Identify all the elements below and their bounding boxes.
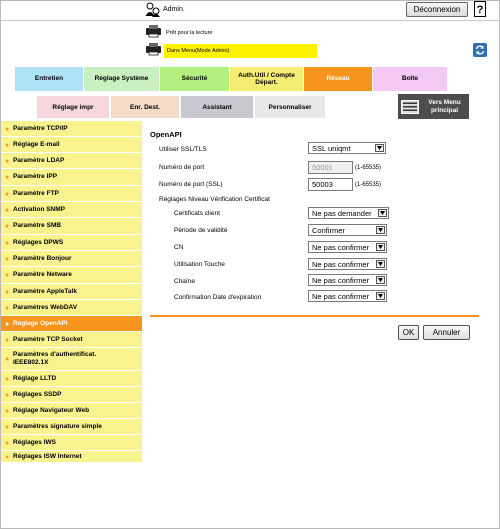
ok-button[interactable]: OK	[398, 325, 419, 340]
printer-status-text: Prêt pour la lecture	[166, 30, 213, 36]
sidebar-item-label: Réglages SSDP	[13, 390, 62, 398]
arrow-right-icon	[6, 409, 9, 413]
arrow-right-icon	[6, 306, 9, 310]
chevron-down-icon	[378, 209, 387, 217]
tab-reglage-systeme[interactable]: Réglage Système	[84, 67, 159, 91]
menu-icon	[401, 100, 419, 114]
sidebar-item-openapi[interactable]	[1, 316, 142, 332]
cert-client-value: Ne pas demander	[312, 208, 372, 218]
sidebar-item-ipp[interactable]	[1, 169, 142, 186]
cancel-button[interactable]: Annuler	[423, 325, 470, 340]
admin-label: Admin.	[163, 6, 185, 13]
sidebar-item-webdav[interactable]	[1, 300, 142, 316]
sidebar-item-label: Paramètre IPP	[13, 173, 58, 181]
port-ssl-input[interactable]: 50003	[308, 178, 353, 191]
arrow-right-icon	[6, 127, 9, 131]
sidebar-item-label: Réglage Navigateur Web	[13, 406, 90, 414]
sidebar-item-label: Paramètres signature simple	[13, 422, 102, 430]
svg-text:?: ?	[476, 4, 484, 16]
port-ssl-label: Numéro de port (SSL)	[159, 181, 223, 188]
sidebar-item-label: Réglage OpenAPI	[13, 319, 68, 327]
sidebar-item-label: Réglage LLTD	[13, 374, 57, 382]
sidebar-item-simple-signature[interactable]	[1, 419, 142, 435]
arrow-right-icon	[6, 143, 9, 147]
sidebar-item-ftp[interactable]	[1, 186, 142, 202]
logout-button[interactable]: Déconnexion	[406, 2, 468, 17]
sidebar-item-label: Paramètre Netware	[13, 271, 72, 279]
sidebar-item-label: Paramètres WebDAV	[13, 303, 78, 311]
sidebar-item-label: Paramètre TCP/IP	[13, 124, 68, 132]
arrow-right-icon	[6, 192, 9, 196]
ssl-select-value: SSL uniqmt	[312, 143, 351, 153]
sidebar-item-label: Réglages DPWS	[13, 238, 64, 246]
sidebar-item-label: Paramètre Bonjour	[13, 254, 72, 262]
subtab-reglage-impr[interactable]: Réglage impr	[37, 96, 109, 118]
key-usage-select[interactable]	[308, 258, 387, 270]
arrow-right-icon	[6, 241, 9, 245]
sidebar-item-label: Activation SNMP	[13, 205, 66, 213]
arrow-right-icon	[6, 290, 9, 294]
chevron-down-icon	[376, 276, 385, 284]
port-range: (1-65535)	[355, 165, 382, 171]
sidebar-item-tcpip[interactable]	[1, 121, 142, 137]
cn-select[interactable]	[308, 241, 387, 253]
sidebar-item-label: Paramètre FTP	[13, 189, 59, 197]
arrow-right-icon	[6, 338, 9, 342]
validity-label: Période de validité	[174, 227, 228, 234]
expiration-label: Confirmation Date d'expiration	[174, 294, 262, 301]
help-icon[interactable]	[474, 1, 486, 17]
validity-select[interactable]	[308, 224, 387, 236]
arrow-right-icon	[6, 455, 9, 459]
chain-select[interactable]	[308, 274, 387, 286]
arrow-right-icon	[6, 257, 9, 261]
main-menu-label	[423, 99, 469, 114]
sidebar-item-label-line2: IEEE802.1X	[13, 359, 49, 366]
subtab-enr-dest[interactable]: Enr. Dest.	[111, 96, 179, 118]
expiration-select[interactable]	[308, 290, 387, 302]
subtab-personnaliser[interactable]: Personnaliser	[255, 96, 325, 118]
sidebar-item-ssdp[interactable]	[1, 387, 142, 403]
printer-status-icon	[145, 24, 162, 38]
sidebar-item-label: Paramètre AppleTalk	[13, 287, 77, 295]
ssl-label: Utiliser SSL/TLS	[159, 146, 207, 153]
header-divider	[0, 20, 500, 21]
sidebar-item-lltd[interactable]	[1, 371, 142, 387]
arrow-right-icon	[6, 425, 9, 429]
arrow-right-icon	[6, 322, 9, 326]
arrow-right-icon	[6, 441, 9, 445]
chevron-down-icon	[375, 144, 384, 152]
sidebar-item-smb[interactable]	[1, 218, 142, 235]
main-menu-label-line1: Vers Menu	[428, 99, 461, 107]
sidebar-item-label	[13, 351, 96, 367]
chevron-down-icon	[376, 226, 385, 234]
port-input[interactable]: 50001	[308, 161, 353, 174]
arrow-right-icon	[6, 224, 9, 228]
cn-value: Ne pas confirmer	[312, 242, 370, 252]
chain-label: Chaîne	[174, 278, 195, 285]
sidebar-item-email[interactable]	[1, 137, 142, 153]
arrow-right-icon	[6, 357, 9, 361]
tab-securite[interactable]: Sécurité	[160, 67, 229, 91]
arrow-right-icon	[6, 273, 9, 277]
sidebar-item-tcp-socket[interactable]	[1, 332, 142, 348]
subtab-assistant[interactable]: Assistant	[181, 96, 253, 118]
sidebar-item-dpws[interactable]	[1, 235, 142, 251]
chevron-down-icon	[376, 243, 385, 251]
cert-client-select[interactable]	[308, 207, 389, 219]
sidebar-item-label: Paramètre SMB	[13, 222, 62, 230]
sidebar-item-label: Réglage E-mail	[13, 140, 60, 148]
sidebar-item-ldap[interactable]	[1, 153, 142, 169]
sidebar-item-isw-internet[interactable]	[1, 451, 142, 463]
sidebar-item-label: Paramètre LDAP	[13, 156, 65, 164]
sidebar-item-iws[interactable]	[1, 435, 142, 451]
chevron-down-icon	[376, 260, 385, 268]
sidebar	[1, 121, 142, 463]
arrow-right-icon	[6, 393, 9, 397]
sidebar-item-label: Paramètre TCP Socket	[13, 335, 83, 343]
port-label: Numéro de port	[159, 164, 205, 171]
tab-auth-util[interactable]: Auth.Util / Compte Départ.	[230, 67, 303, 91]
sidebar-item-snmp[interactable]	[1, 202, 142, 218]
form-divider	[150, 315, 479, 317]
chain-value: Ne pas confirmer	[312, 275, 370, 285]
sidebar-item-netware[interactable]	[1, 267, 142, 284]
key-usage-label: Utilisation Touche	[174, 261, 225, 268]
ssl-select[interactable]	[308, 142, 386, 154]
arrow-right-icon	[6, 377, 9, 381]
arrow-right-icon	[6, 159, 9, 163]
admin-mode-icon	[145, 42, 162, 56]
cert-client-label: Certificats client	[174, 210, 220, 217]
mode-banner: Dans Menu(Mode Admin)	[164, 44, 317, 58]
cert-section-label: Réglages Niveau Vérification Certificat	[159, 196, 270, 203]
admin-user-icon	[145, 2, 160, 17]
page-title: OpenAPI	[150, 130, 182, 139]
sidebar-item-ieee8021x[interactable]	[1, 348, 142, 371]
sidebar-item-label-line1: Paramètres d'authentificat.	[13, 351, 97, 359]
cn-label: CN	[174, 244, 184, 251]
sidebar-item-appletalk[interactable]	[1, 284, 142, 300]
tab-reseau[interactable]: Réseau	[304, 67, 372, 91]
sidebar-item-label: Réglages ISW Internet	[13, 452, 82, 460]
main-menu-label-line2: principal	[430, 106, 459, 114]
sidebar-item-bonjour[interactable]	[1, 251, 142, 267]
sidebar-item-label: Réglages IWS	[13, 438, 56, 446]
expiration-value: Ne pas confirmer	[312, 291, 370, 301]
arrow-right-icon	[6, 175, 9, 179]
tab-boite[interactable]: Boîte	[373, 67, 447, 91]
main-menu-button[interactable]	[398, 94, 469, 119]
arrow-right-icon	[6, 208, 9, 212]
port-ssl-range: (1-65535)	[355, 182, 382, 188]
sidebar-item-web-browser[interactable]	[1, 403, 142, 419]
key-usage-value: Ne pas confirmer	[312, 259, 370, 269]
tab-entretien[interactable]: Entretien	[15, 67, 83, 91]
validity-value: Confirmer	[312, 225, 345, 235]
chevron-down-icon	[376, 292, 385, 300]
refresh-icon[interactable]	[473, 43, 487, 57]
